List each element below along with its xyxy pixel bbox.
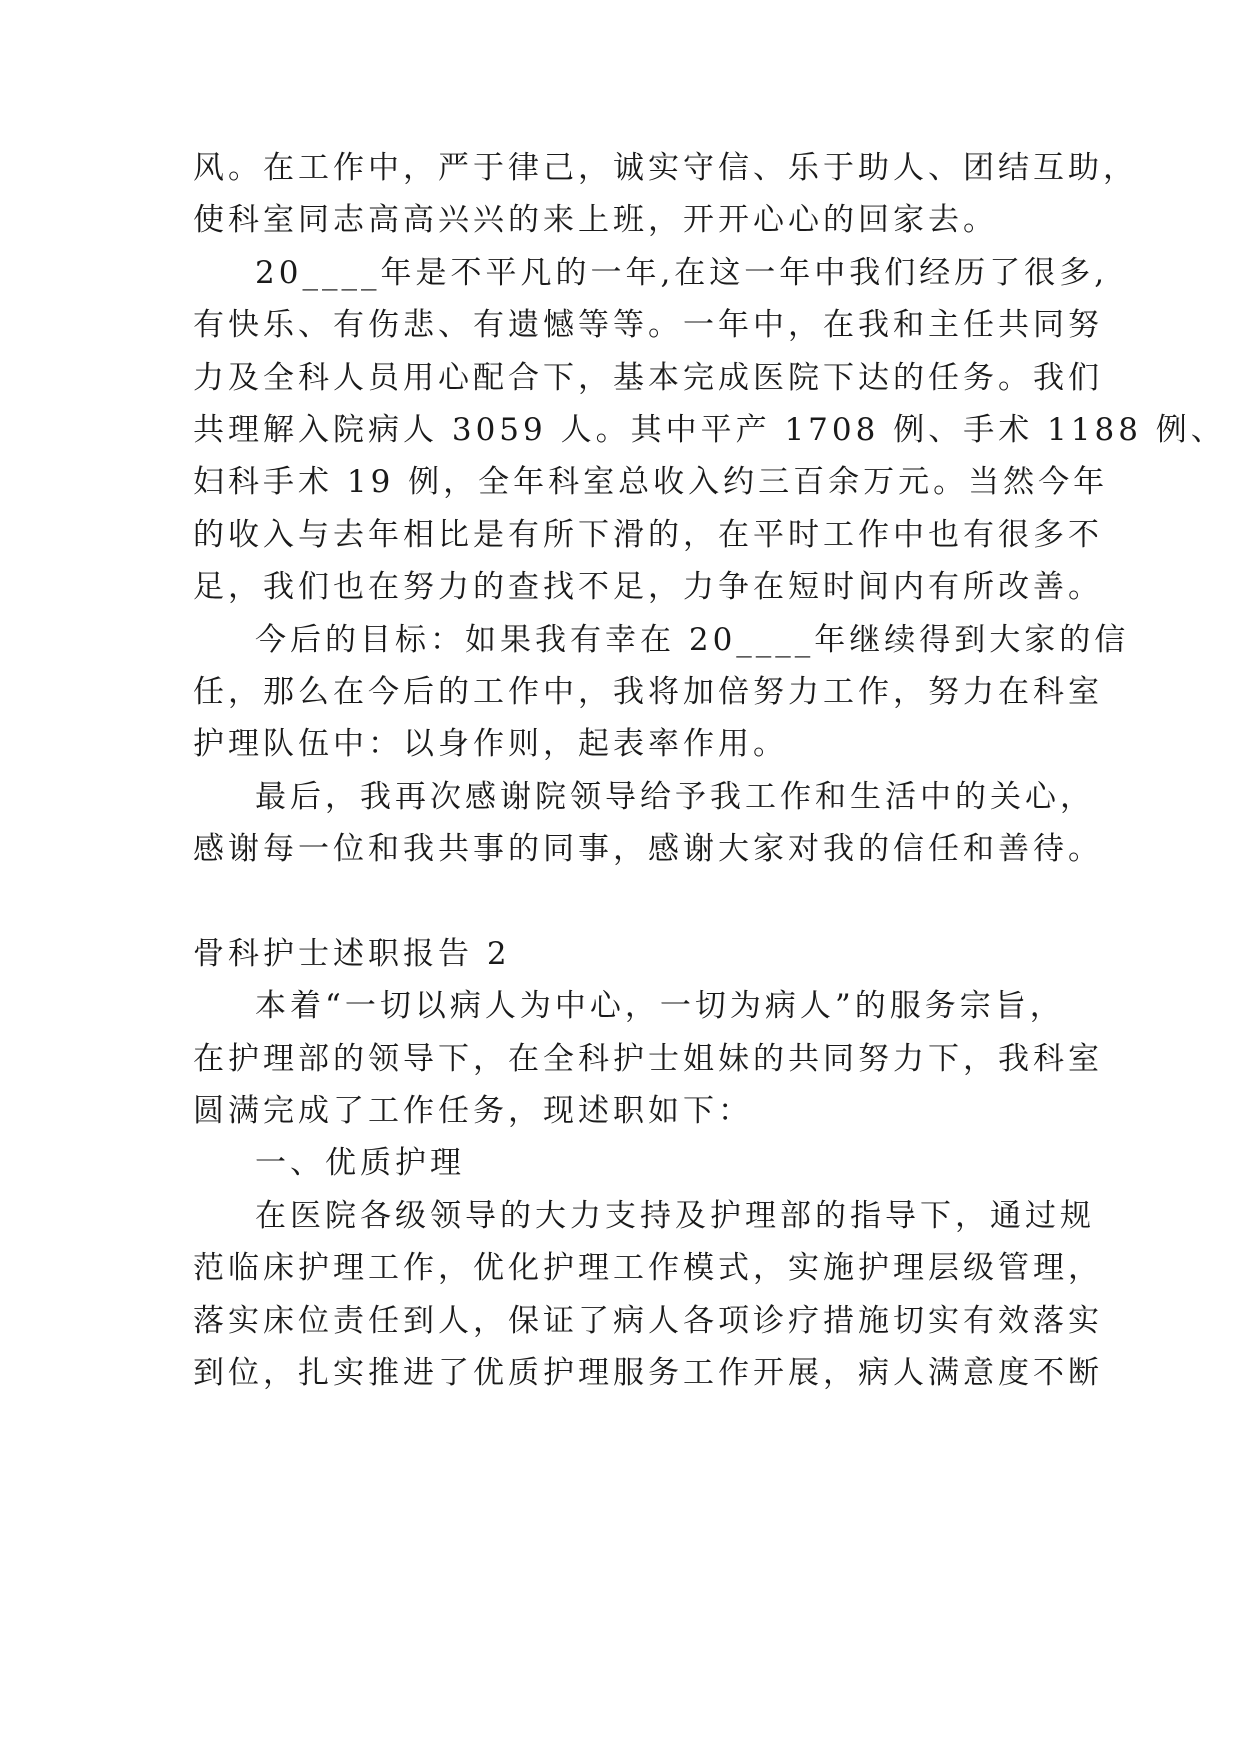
text-line: 使科室同志高高兴兴的来上班，开开心心的回家去。 (193, 202, 998, 238)
text-line: 范临床护理工作，优化护理工作模式，实施护理层级管理， (193, 1250, 1103, 1286)
text-line: 共理解入院病人 3059 人。其中平产 1708 例、手术 1188 例、 (193, 412, 1226, 448)
paragraph-start-line: 20____年是不平凡的一年,在这一年中我们经历了很多, (255, 255, 1109, 291)
text-line: 力及全科人员用心配合下，基本完成医院下达的任务。我们 (193, 360, 1103, 396)
paragraph-start-line: 最后，我再次感谢院领导给予我工作和生活中的关心， (255, 779, 1095, 815)
text-line: 足，我们也在努力的查找不足，力争在短时间内有所改善。 (193, 569, 1103, 605)
text-line: 到位，扎实推进了优质护理服务工作开展，病人满意度不断 (193, 1355, 1103, 1391)
text-line: 的收入与去年相比是有所下滑的，在平时工作中也有很多不 (193, 517, 1103, 553)
section-heading: 骨科护士述职报告 2 (193, 936, 511, 972)
text-line: 护理队伍中：以身作则，起表率作用。 (193, 726, 788, 762)
paragraph-start-line: 本着“一切以病人为中心，一切为病人”的服务宗旨， (255, 988, 1065, 1024)
subsection-heading: 一、优质护理 (255, 1145, 465, 1181)
text-line: 圆满完成了工作任务，现述职如下： (193, 1093, 753, 1129)
paragraph-start-line: 今后的目标：如果我有幸在 20____年继续得到大家的信 (255, 622, 1130, 658)
text-line: 感谢每一位和我共事的同事，感谢大家对我的信任和善待。 (193, 831, 1103, 867)
paragraph-start-line: 在医院各级领导的大力支持及护理部的指导下，通过规 (255, 1198, 1095, 1234)
text-line: 有快乐、有伤悲、有遗憾等等。一年中，在我和主任共同努 (193, 307, 1103, 343)
text-line: 在护理部的领导下，在全科护士姐妹的共同努力下，我科室 (193, 1041, 1103, 1077)
text-line: 风。在工作中，严于律己，诚实守信、乐于助人、团结互助， (193, 150, 1138, 186)
text-line: 任，那么在今后的工作中，我将加倍努力工作，努力在科室 (193, 674, 1103, 710)
text-line: 落实床位责任到人，保证了病人各项诊疗措施切实有效落实 (193, 1303, 1103, 1339)
text-line: 妇科手术 19 例，全年科室总收入约三百余万元。当然今年 (193, 464, 1109, 500)
